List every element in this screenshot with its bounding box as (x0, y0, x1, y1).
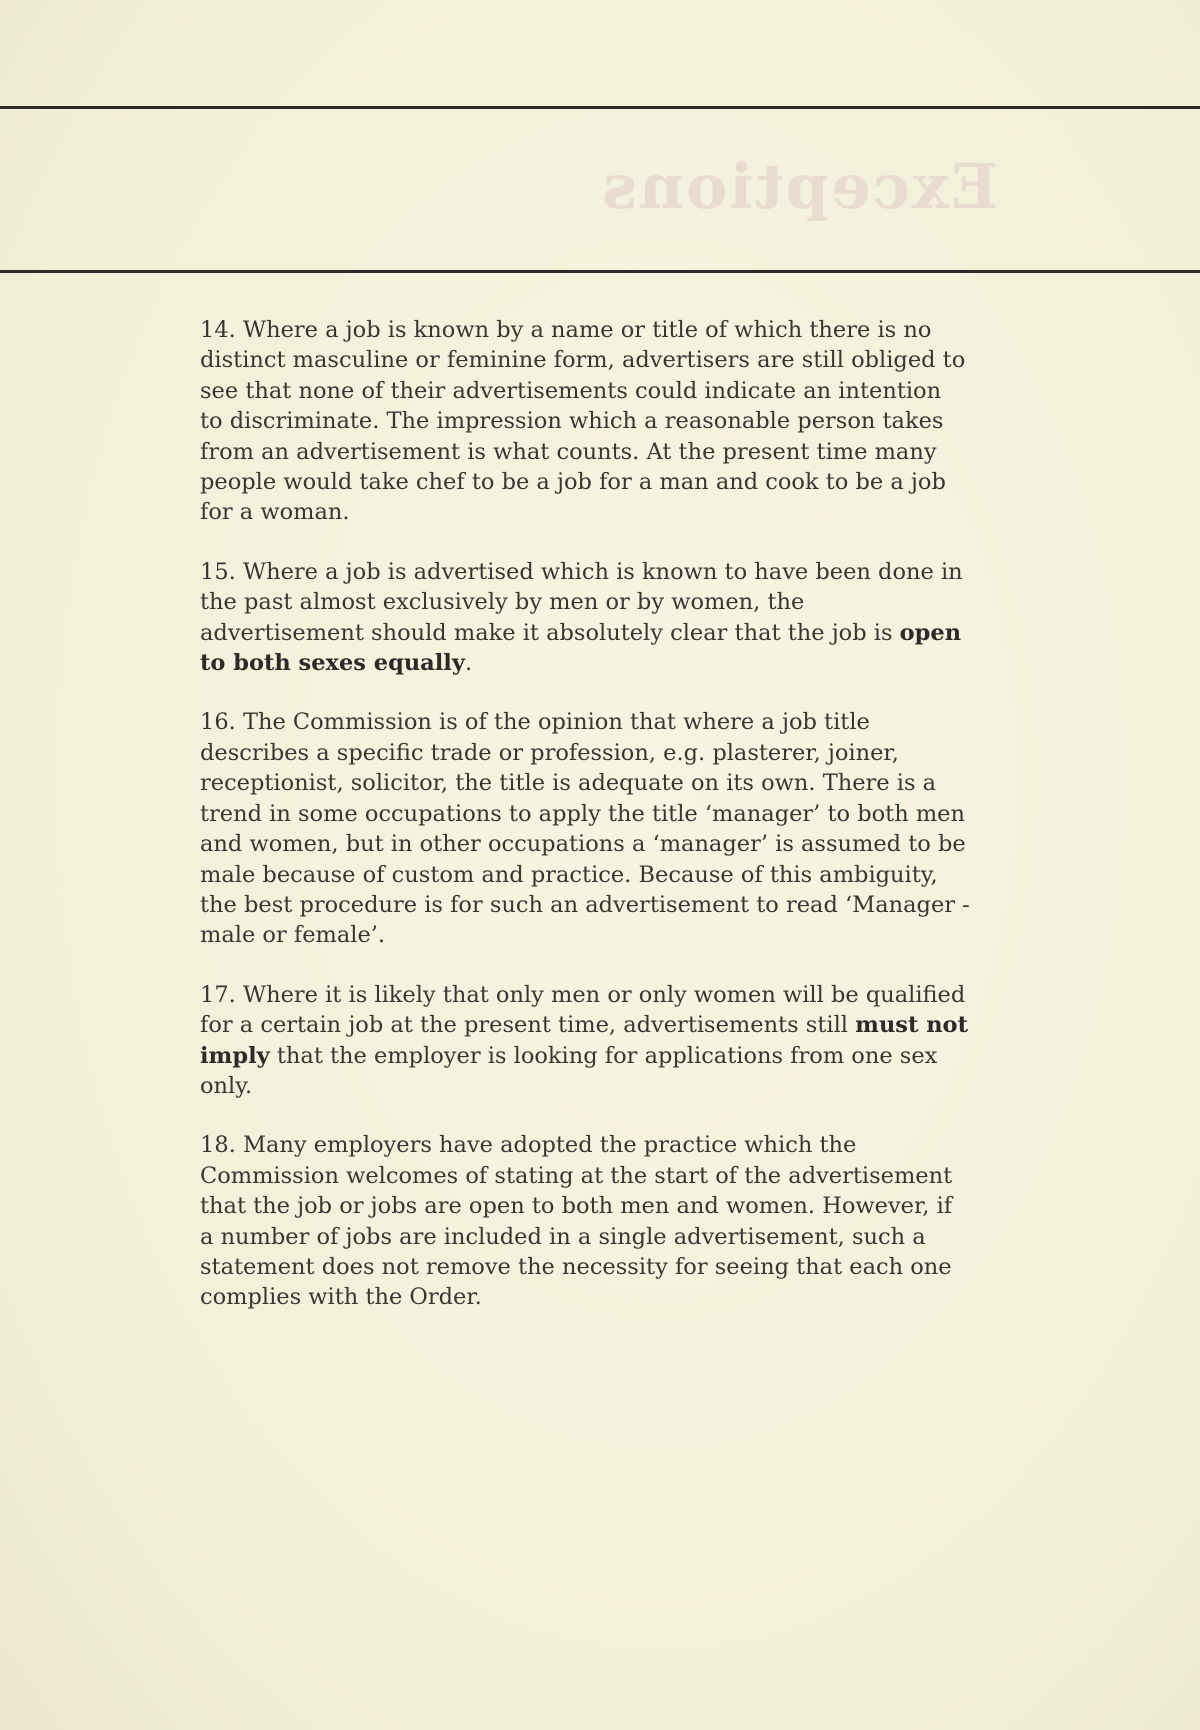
paragraph-14 (200, 315, 970, 528)
top-rule (0, 106, 1200, 109)
paragraph-number: 17. (200, 981, 236, 1008)
paragraph-16 (200, 707, 970, 950)
paragraph-text: Many employers have adopted the practice which the Commission welcomes of stating at the start of the advertisement that the job or jobs are open to both men and women. However, if a number of jobs are included in a single advertisement, such a statement does not remove the necessity for seeing that each one complies with the Order. (200, 1132, 953, 1311)
paragraph-17 (200, 980, 970, 1102)
paragraph-number: 18. (200, 1132, 236, 1159)
paragraph-text: Where it is likely that only men or only women will be qualified for a certain job at the present time, advertisements still (200, 981, 966, 1039)
paragraph-text: Where a job is known by a name or title of which there is no distinct masculine or feminine form, advertisers are still obliged to see that none of their advertisements could indicate an intention to discriminate. The impression which a reasonable person takes from an advertisement is what counts. At the present time many people would take chef to be a job for a man and cook to be a job for a woman. (200, 317, 966, 526)
paragraph-text: Where a job is advertised which is known to have been done in the past almost exclusively by men or by women, the advertisement should make it absolutely clear that the job is (200, 558, 963, 646)
paragraph-18 (200, 1130, 970, 1312)
paragraph-15 (200, 557, 970, 679)
body-text (200, 315, 970, 1342)
paragraph-text-end: . (464, 650, 473, 677)
paragraph-number: 16. (200, 709, 236, 736)
paragraph-text: The Commission is of the opinion that where a job title describes a specific trade or profession, e.g. plasterer, joiner, receptionist, solicitor, the title is adequate on its own. There is a trend in some occupations to apply the title ‘manager’ to both men and women, but in other occupations a ‘manager’ is assumed to be male because of custom and practice. Because of this ambiguity, the best procedure is for such an advertisement to read ‘Manager - male or female’. (200, 709, 970, 949)
paragraph-number: 14. (200, 317, 236, 343)
show-through-heading: Exceptions (600, 150, 999, 223)
bottom-rule (0, 270, 1200, 273)
emphasis-text: open to both sexes equally (200, 619, 962, 677)
emphasis-text: must not imply (200, 1012, 968, 1069)
paragraph-text-end: that the employer is looking for applications from one sex only. (200, 1042, 938, 1099)
paragraph-number: 15. (200, 558, 236, 585)
